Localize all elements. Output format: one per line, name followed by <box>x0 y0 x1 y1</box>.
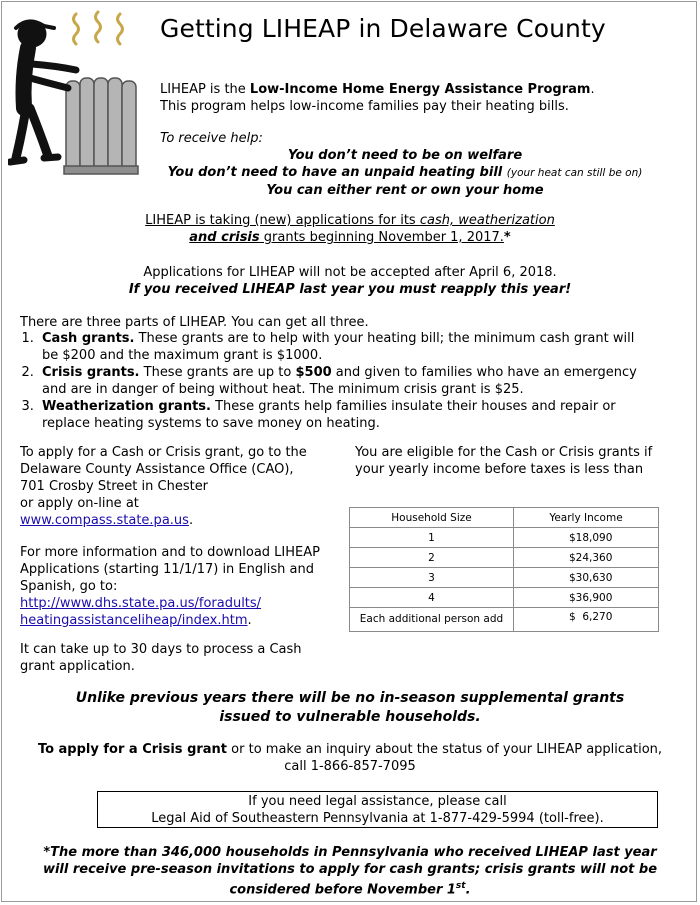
radiator-man-illustration <box>8 6 158 181</box>
crisis-apply-bold: To apply for a Crisis grant <box>37 742 228 757</box>
more-info-text: For more information and to download LIHEAP Applications (starting 11/1/17) in English and Spanish, go to: <box>20 545 320 594</box>
legal-line-2: Legal Aid of Southeastern Pennsylvania at 1-877-429-5994 (toll-free). <box>151 811 604 826</box>
table-row <box>350 568 659 588</box>
footnote-period: . <box>465 882 471 898</box>
crisis-apply-info <box>10 741 690 775</box>
crisis-phone: call 1-866-857-7095 <box>284 759 416 774</box>
household-size-cell: Each additional person add <box>350 608 514 632</box>
household-size-header: Household Size <box>350 508 514 528</box>
supplemental-notice <box>40 689 660 727</box>
footnote-superscript: st <box>455 881 466 891</box>
intro-text: LIHEAP is the <box>160 82 250 97</box>
crisis-grants-title: Crisis grants. <box>42 365 140 380</box>
grant-parts-list <box>0 330 640 432</box>
table-row <box>350 528 659 548</box>
footnote-line-2: will receive pre-season invitations to apply for cash grants; crisis grants will not be <box>42 862 658 877</box>
crisis-grants-text: These grants are up to <box>139 365 296 380</box>
taking-text: LIHEAP is taking (new) applications for its <box>145 213 420 228</box>
income-cell: $36,900 <box>514 588 659 608</box>
footnote-star: * <box>503 230 511 245</box>
legal-line-1: If you need legal assistance, please call <box>248 794 507 809</box>
table-row <box>350 548 659 568</box>
weatherization-grants-title: Weatherization grants. <box>42 399 211 414</box>
compass-link[interactable]: www.compass.state.pa.us <box>20 513 189 528</box>
household-size-cell: 1 <box>350 528 514 548</box>
intro-period: . <box>590 82 595 97</box>
list-item <box>38 330 640 364</box>
taking-grant-types: cash, weatherization <box>419 213 555 228</box>
intro-paragraph <box>160 81 680 115</box>
receive-help-label: To receive help: <box>160 131 263 146</box>
legal-aid-box <box>97 791 658 828</box>
list-item <box>38 364 640 398</box>
link-period: . <box>188 513 194 528</box>
eligibility-text: You are eligible for the Cash or Crisis grants if your yearly income before taxes is less than <box>355 445 653 477</box>
income-cell: $24,360 <box>514 548 659 568</box>
help-point-welfare: You don’t need to be on welfare <box>287 148 523 163</box>
receive-help-points <box>160 147 650 199</box>
crisis-grants-amount: $500 <box>295 365 332 380</box>
table-header-row <box>350 508 659 528</box>
heat-waves-icon <box>74 12 123 44</box>
crisis-apply-text: or to make an inquiry about the status of your LIHEAP application, <box>227 742 663 757</box>
supplemental-line-2: issued to vulnerable households. <box>219 709 481 725</box>
radiator-icon <box>64 78 138 174</box>
page-title: Getting LIHEAP in Delaware County <box>160 14 606 43</box>
reapply-line: If you received LIHEAP last year you must reapply this year! <box>128 282 572 297</box>
income-cell: $18,090 <box>514 528 659 548</box>
applications-taking <box>90 212 610 246</box>
cash-grants-text: These grants are to help with your heating bill; the minimum cash grant will be $200 and the maximum grant is $1000. <box>42 331 635 363</box>
household-size-cell: 4 <box>350 588 514 608</box>
weatherization-grants-text: These grants help families insulate their houses and repair or replace heating systems to save money on heating. <box>42 399 616 431</box>
taking-date: grants beginning November 1, 2017. <box>259 230 504 245</box>
help-point-rent: You can either rent or own your home <box>266 183 544 198</box>
yearly-income-header: Yearly Income <box>514 508 659 528</box>
parts-intro: There are three parts of LIHEAP. You can get all three. <box>20 315 369 330</box>
footnote-line-1: *The more than 346,000 households in Pennsylvania who received LIHEAP last year <box>43 845 657 860</box>
link-period: . <box>247 613 252 628</box>
footnote <box>10 844 690 898</box>
list-item <box>38 398 640 432</box>
apply-cao-text: To apply for a Cash or Crisis grant, go to the Delaware County Assistance Office (CAO), 701 Crosby Street in Chester <box>20 445 307 494</box>
taking-crisis: and crisis <box>189 230 260 245</box>
deadline-line: Applications for LIHEAP will not be accepted after April 6, 2018. <box>143 265 557 280</box>
apply-online-text: or apply on-line at <box>20 496 139 511</box>
help-point-bill: You don’t need to have an unpaid heating bill <box>167 165 503 180</box>
dhs-link-part2[interactable]: heatingassistanceliheap/index.htm <box>20 613 248 628</box>
household-size-cell: 2 <box>350 548 514 568</box>
footnote-line-3: considered before November 1 <box>229 882 456 898</box>
income-cell: $ 6,270 <box>514 608 659 632</box>
processing-time: It can take up to 30 days to process a Cash grant application. <box>20 642 302 674</box>
apply-instructions <box>20 444 320 529</box>
table-row <box>350 608 659 632</box>
income-cell: $30,630 <box>514 568 659 588</box>
table-row <box>350 588 659 608</box>
crisis-grants-text-2: and given to families who have an emergency and are in danger of being without heat. The minimum crisis grant is $25. <box>42 365 637 397</box>
deadline-notice <box>60 264 640 298</box>
supplemental-line-1: Unlike previous years there will be no in-season supplemental grants <box>75 690 625 706</box>
cash-grants-title: Cash grants. <box>42 331 135 346</box>
program-name: Low-Income Home Energy Assistance Program <box>249 82 591 97</box>
dhs-link-part1[interactable]: http://www.dhs.state.pa.us/foradults/ <box>20 596 262 611</box>
more-info <box>20 544 320 629</box>
household-size-cell: 3 <box>350 568 514 588</box>
intro-line-2: This program helps low-income families pay their heating bills. <box>160 99 569 114</box>
help-point-bill-note: (your heat can still be on) <box>506 167 643 179</box>
income-table <box>349 507 659 632</box>
